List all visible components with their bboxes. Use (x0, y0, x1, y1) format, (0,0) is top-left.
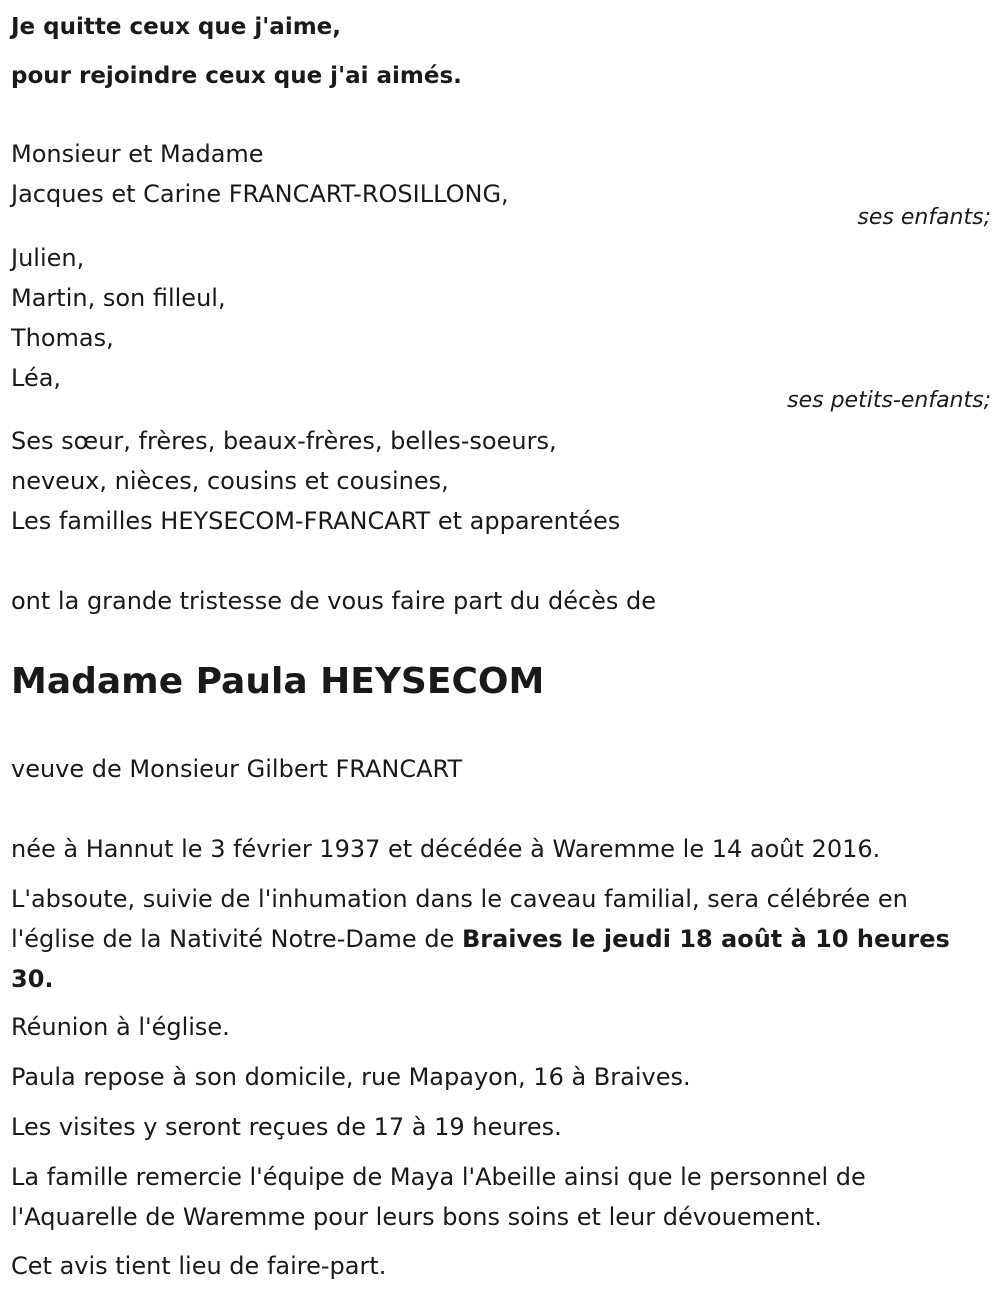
grandchild-name: Martin, son filleul, (11, 284, 226, 312)
widow-of-text: veuve de Monsieur Gilbert FRANCART (11, 755, 463, 783)
family-line-3: Les familles HEYSECOM-FRANCART et apparentées (11, 507, 621, 535)
grandchild-name: Thomas, (11, 324, 114, 352)
family-line-2: neveux, nièces, cousins et cousines, (11, 467, 449, 495)
announcement-text: ont la grande tristesse de vous faire part du décès de (11, 587, 657, 615)
family-line-1: Ses sœur, frères, beaux-frères, belles-soeurs, (11, 427, 557, 455)
children-line-2: Jacques et Carine FRANCART-ROSILLONG, (11, 180, 509, 208)
quote-line-1: Je quitte ceux que j'aime, (11, 14, 342, 40)
children-relation: ses enfants; (857, 205, 991, 230)
thanks-paragraph: La famille remercie l'équipe de Maya l'Abeille ainsi que le personnel de l'Aquarelle de Waremme pour leurs bons soins et leur dévouement. (11, 1163, 866, 1231)
visits-text: Les visites y seront reçues de 17 à 19 heures. (11, 1113, 562, 1141)
birth-death-dates: née à Hannut le 3 février 1937 et décédée à Waremme le 14 août 2016. (11, 835, 881, 863)
grandchild-name: Léa, (11, 364, 62, 392)
rests-text: Paula repose à son domicile, rue Mapayon, 16 à Braives. (11, 1063, 691, 1091)
ceremony-paragraph (11, 879, 991, 999)
deceased-name: Madame Paula HEYSECOM (11, 661, 545, 702)
ceremony-text: L'absoute, suivie de l'inhumation dans le caveau familial, sera célébrée en l'église de la Nativité Notre-Dame de (11, 885, 908, 953)
meeting-text: Réunion à l'église. (11, 1013, 230, 1041)
ceremony-date-time: Braives le jeudi 18 août à 10 heures 30. (11, 925, 950, 993)
quote-line-2: pour rejoindre ceux que j'ai aimés. (11, 63, 462, 89)
grandchild-name: Julien, (11, 244, 85, 272)
grandchildren-relation: ses petits-enfants; (787, 388, 991, 413)
children-line-1: Monsieur et Madame (11, 140, 264, 168)
closing-text: Cet avis tient lieu de faire-part. (11, 1252, 387, 1280)
